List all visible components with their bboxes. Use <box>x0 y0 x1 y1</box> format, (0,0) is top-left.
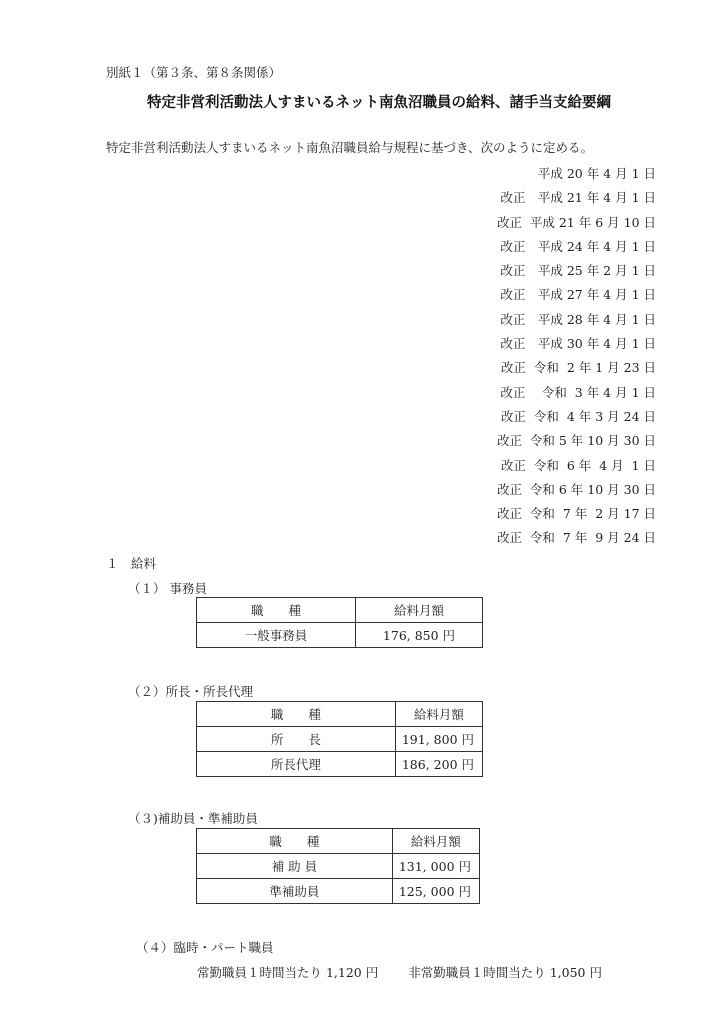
table-header-row <box>197 598 483 623</box>
enacted-date: 平成 20 年 4 月 1 日 <box>537 166 656 181</box>
revision-date: 改正 令和 7 年 2 月 17 日 <box>496 506 656 522</box>
subsection-heading-assistant: （３)補助員・準補助員 <box>128 811 258 826</box>
revision-date: 改正 平成 27 年 4 月 1 日 <box>500 287 656 303</box>
table-row <box>197 854 480 879</box>
job-type-cell: 補 助 員 <box>197 854 393 879</box>
salary-table-assistant <box>196 828 480 904</box>
revision-date: 改正 令和 5 年 10 月 30 日 <box>496 433 656 449</box>
job-type-cell: 所長代理 <box>197 752 396 777</box>
header-monthly-salary: 給料月額 <box>392 829 479 854</box>
table-header-row <box>197 829 480 854</box>
header-monthly-salary: 給料月額 <box>395 702 482 727</box>
table-row <box>197 727 483 752</box>
salary-cell: 125, 000 円 <box>392 879 479 904</box>
subsection-heading-clerk: （１） 事務員 <box>128 581 207 596</box>
revision-date: 改正 令和 2 年 1 月 23 日 <box>500 360 656 376</box>
subsection-heading-director: （２）所長・所長代理 <box>128 684 254 699</box>
document-title: 特定非営利活動法人すまいるネット南魚沼職員の給料、諸手当支給要綱 <box>147 94 611 111</box>
revision-date: 改正 平成 24 年 4 月 1 日 <box>500 238 656 254</box>
job-type-cell: 準補助員 <box>197 879 393 904</box>
job-type-cell: 所 長 <box>197 727 396 752</box>
revision-date: 改正 平成 30 年 4 月 1 日 <box>500 336 656 352</box>
hourly-wage-line <box>197 963 602 981</box>
table-header-row <box>197 702 483 727</box>
salary-cell: 186, 200 円 <box>395 752 482 777</box>
revision-date: 改正 平成 28 年 4 月 1 日 <box>500 311 656 327</box>
header-job-type: 職 種 <box>197 598 356 623</box>
revision-date: 改正 令和 7 年 9 月 24 日 <box>496 530 656 546</box>
salary-table-director <box>196 701 483 777</box>
revision-date: 改正 平成 21 年 6 月 10 日 <box>496 214 656 230</box>
fulltime-hourly-wage: 常勤職員１時間当たり 1,120 円 <box>197 965 379 980</box>
revision-date: 改正 令和 4 年 3 月 24 日 <box>500 408 656 424</box>
table-row <box>197 752 483 777</box>
section-heading-salary: １ 給料 <box>106 556 157 571</box>
intro-text: 特定非営利活動法人すまいるネット南魚沼職員給与規程に基づき、次のように定める。 <box>106 140 594 155</box>
table-row <box>197 623 483 648</box>
salary-table-clerk <box>196 597 483 648</box>
header-job-type: 職 種 <box>197 829 393 854</box>
table-row <box>197 879 480 904</box>
revision-date: 改正 平成 21 年 4 月 1 日 <box>500 190 656 206</box>
revision-history <box>497 162 656 551</box>
revision-date: 改正 平成 25 年 2 月 1 日 <box>500 263 656 279</box>
parttime-hourly-wage: 非常勤職員１時間当たり 1,050 円 <box>408 965 602 980</box>
salary-cell: 191, 800 円 <box>395 727 482 752</box>
revision-date: 改正 令和 6 年 10 月 30 日 <box>496 481 656 497</box>
annex-label: 別紙１（第３条、第８条関係） <box>106 65 282 80</box>
salary-cell: 131, 000 円 <box>392 854 479 879</box>
header-job-type: 職 種 <box>197 702 396 727</box>
header-monthly-salary: 給料月額 <box>356 598 483 623</box>
subsection-heading-part-time: （４）臨時・パート職員 <box>136 940 274 955</box>
salary-cell: 176, 850 円 <box>356 623 483 648</box>
revision-date: 改正 令和 3 年 4 月 1 日 <box>500 384 656 400</box>
revision-date: 改正 令和 6 年 4 月 1 日 <box>500 457 656 473</box>
job-type-cell: 一般事務員 <box>197 623 356 648</box>
